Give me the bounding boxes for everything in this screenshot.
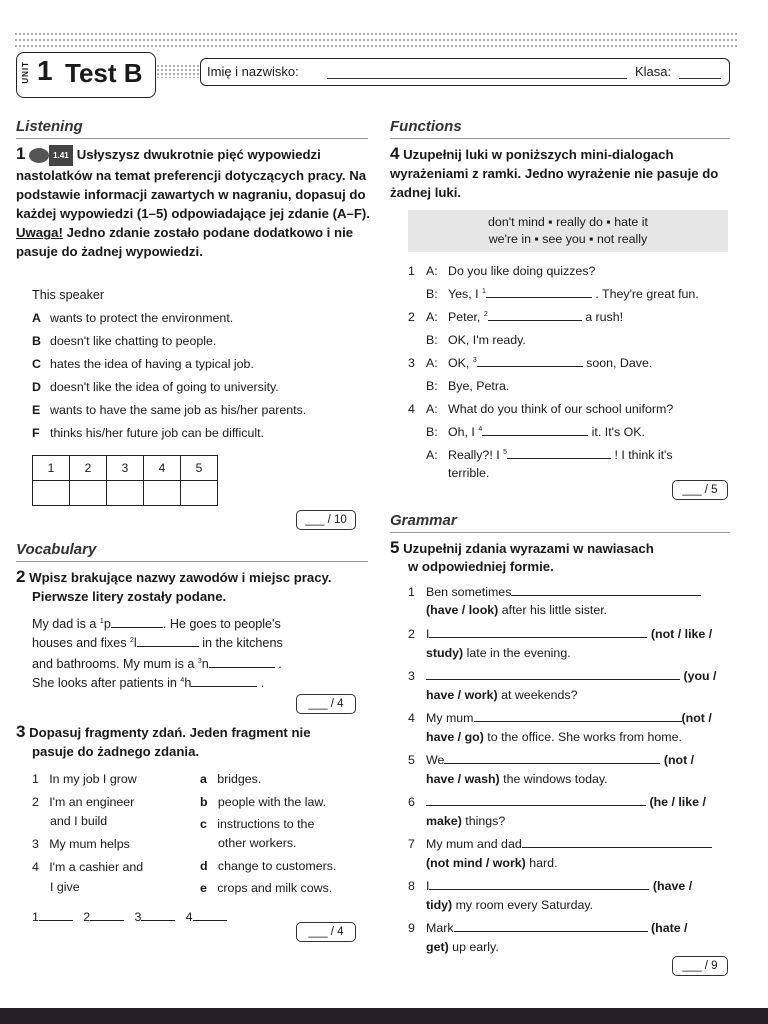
vocabulary-divider — [16, 561, 368, 562]
option-a: A wants to protect the environment. — [32, 311, 234, 325]
blank-4[interactable] — [191, 686, 257, 687]
answer-4[interactable] — [193, 920, 227, 921]
answer-header: 4 — [144, 456, 181, 481]
dialogue-1-b: B: Yes, I $^1$ . They're great fun. — [426, 287, 699, 301]
match-right-e: e crops and milk cows. — [200, 881, 333, 895]
grammar-item-6-cont: make) things? — [426, 814, 506, 828]
grammar-item-2: 2 I (not / like / — [408, 627, 713, 641]
blank-1[interactable] — [111, 627, 163, 628]
match-right-a: a bridges. — [200, 772, 262, 786]
gap-3[interactable] — [477, 366, 583, 367]
task-4-instruction: 4 Uzupełnij luki w poniższych mini-dialogach wyrażeniami z ramki. Jedno wyrażenie nie pasuje do żadnej luki. — [390, 144, 719, 200]
answer-2[interactable] — [90, 920, 124, 921]
answer-table — [32, 455, 218, 506]
student-name-box — [200, 58, 730, 86]
dialogue-3-a: 3 A: OK, $^3$ soon, Dave. — [408, 356, 653, 370]
grammar-gap-9[interactable] — [454, 931, 648, 932]
functions-divider — [390, 138, 730, 139]
bottom-edge — [0, 1008, 768, 1024]
listening-divider — [16, 138, 368, 139]
match-right-d: d change to customers. — [200, 859, 337, 873]
test-title-box — [16, 52, 156, 98]
grammar-item-1: 1 Ben sometimes — [408, 585, 728, 599]
grammar-gap-6[interactable] — [426, 805, 646, 806]
answer-3[interactable] — [141, 920, 175, 921]
vocabulary-heading: Vocabulary — [16, 541, 97, 558]
dialogue-4-c-tail: terrible. — [448, 466, 490, 480]
grammar-gap-1[interactable] — [511, 595, 701, 596]
grammar-gap-3[interactable] — [426, 679, 680, 680]
grammar-item-7-cont: (not mind / work) hard. — [426, 856, 558, 870]
task-5-instruction-line2: w odpowiedniej formie. — [408, 559, 554, 574]
option-c: C hates the idea of having a typical job. — [32, 357, 254, 371]
header-dots-top-3 — [14, 44, 738, 47]
name-label: Imię i nazwisko: — [207, 64, 299, 79]
grammar-gap-7[interactable] — [522, 847, 712, 848]
match-left-3: 3 My mum helps — [32, 837, 130, 851]
gap-1[interactable] — [486, 297, 592, 298]
grammar-gap-4[interactable] — [474, 721, 682, 722]
blank-3[interactable] — [209, 667, 275, 668]
cd-icon — [29, 148, 49, 163]
answer-cell[interactable] — [70, 481, 107, 506]
unit-number: 1 — [37, 55, 53, 86]
answer-cell[interactable] — [181, 481, 218, 506]
dialogue-4-c: A: Really?! I $^5$ ! I think it's — [426, 448, 673, 462]
grammar-score-box[interactable]: ___ / 9 — [672, 956, 728, 976]
unit-label: UNIT — [21, 61, 30, 84]
match-left-1: 1 In my job I grow — [32, 772, 137, 786]
answer-header: 5 — [181, 456, 218, 481]
grammar-item-3-cont: have / work) at weekends? — [426, 688, 578, 702]
header-dots-top-2 — [14, 38, 738, 42]
task-1-text-tail: Jedno zdanie zostało podane dodatkowo i nie pasuje do żadnej wypowiedzi. — [16, 225, 354, 260]
track-number: 1.41 — [49, 145, 73, 166]
dialogue-4-a: 4 A: What do you think of our school uniform? — [408, 402, 674, 416]
match-left-2: 2 I'm an engineer — [32, 795, 135, 809]
grammar-item-2-cont: study) late in the evening. — [426, 646, 571, 660]
listening-score-box[interactable]: ___ / 10 — [296, 510, 356, 530]
grammar-item-4-cont: have / go) to the office. She works from home. — [426, 730, 682, 744]
option-d: D doesn't like the idea of going to university. — [32, 380, 279, 394]
answer-cell[interactable] — [33, 481, 70, 506]
task-3-number: 3 — [16, 722, 26, 741]
grammar-item-7: 7 My mum and dad — [408, 837, 728, 851]
grammar-item-8-cont: tidy) my room every Saturday. — [426, 898, 594, 912]
dialogue-2-b: B: OK, I'm ready. — [426, 333, 526, 347]
match-left-2-cont: and I build — [50, 814, 108, 828]
task-5-instruction: 5 Uzupełnij zdania wyrazami w nawiasach — [390, 538, 654, 557]
expression-box-line-2: we're in ▪ see you ▪ not really — [488, 232, 648, 246]
option-b: B doesn't like chatting to people. — [32, 334, 217, 348]
match-left-4: 4 I'm a cashier and — [32, 860, 144, 874]
listening-task-1 — [16, 144, 371, 261]
task-2-score-box[interactable]: ___ / 4 — [296, 694, 356, 714]
option-e: E wants to have the same job as his/her parents. — [32, 403, 307, 417]
class-field[interactable] — [679, 78, 721, 79]
expression-box — [408, 210, 728, 252]
answer-cell[interactable] — [107, 481, 144, 506]
grammar-item-5: 5 We (not / — [408, 753, 695, 767]
header-dots-top — [14, 32, 738, 36]
task-3-instruction-line2: pasuje do żadnego zdania. — [32, 744, 200, 759]
task-1-number: 1 — [16, 144, 26, 163]
answer-header: 3 — [107, 456, 144, 481]
task-3-answers: 1 2 3 4 — [32, 910, 227, 924]
blank-2[interactable] — [137, 646, 199, 647]
task-4-number: 4 — [390, 144, 400, 163]
task-3-instruction: 3 Dopasuj fragmenty zdań. Jeden fragment nie — [16, 722, 311, 741]
header-dots-mid — [156, 64, 200, 78]
class-label: Klasa: — [635, 64, 672, 79]
task-2-instruction: 2 Wpisz brakujące nazwy zawodów i miejsc pracy. — [16, 567, 332, 586]
grammar-item-1-cont: (have / look) after his little sister. — [426, 603, 608, 617]
test-title: Test B — [65, 58, 143, 88]
match-right-c: c instructions to the — [200, 817, 315, 831]
grammar-heading: Grammar — [390, 512, 457, 529]
gap-2[interactable] — [488, 320, 582, 321]
listening-heading: Listening — [16, 118, 83, 135]
match-right-c-cont: other workers. — [218, 836, 297, 850]
gap-4[interactable] — [482, 435, 588, 436]
task-3-score-box[interactable]: ___ / 4 — [296, 922, 356, 942]
grammar-item-6: 6 (he / like / — [408, 795, 706, 809]
match-right-b: b people with the law. — [200, 795, 327, 809]
task-5-number: 5 — [390, 538, 400, 557]
grammar-item-4: 4 My mum (not / — [408, 711, 712, 725]
gap-5[interactable] — [507, 458, 611, 459]
grammar-divider — [390, 532, 730, 533]
dialogue-1-a: 1 A: Do you like doing quizzes? — [408, 264, 596, 278]
expression-box-line-1: don't mind ▪ really do ▪ hate it — [488, 215, 648, 229]
task-2-instruction-line2: Pierwsze litery zostały podane. — [32, 589, 227, 604]
dialogue-3-b: B: Bye, Petra. — [426, 379, 510, 393]
match-left-4-cont: I give — [50, 880, 80, 894]
answer-1[interactable] — [39, 920, 73, 921]
task-1-instruction — [16, 144, 371, 261]
answer-header: 1 — [33, 456, 70, 481]
grammar-item-5-cont: have / wash) the windows today. — [426, 772, 608, 786]
name-field[interactable] — [327, 78, 627, 79]
functions-heading: Functions — [390, 118, 462, 135]
grammar-item-9-cont: get) up early. — [426, 940, 499, 954]
warning-label: Uwaga! — [16, 225, 63, 241]
task-2-line-3: and bathrooms. My mum is a $^3$n . — [32, 657, 282, 672]
functions-score-box[interactable]: ___ / 5 — [672, 480, 728, 500]
answer-header: 2 — [70, 456, 107, 481]
grammar-item-3: 3 (you / — [408, 669, 717, 683]
task-2-number: 2 — [16, 567, 26, 586]
grammar-gap-2[interactable] — [429, 637, 647, 638]
task-2-line-4: She looks after patients in $^4$h . — [32, 676, 265, 691]
task-2-line-1: My dad is a $^1$p . He goes to people's — [32, 617, 281, 632]
option-f: F thinks his/her future job can be difficult. — [32, 426, 264, 440]
dialogue-2-a: 2 A: Peter, $^2$ a rush! — [408, 310, 624, 324]
answer-cell[interactable] — [144, 481, 181, 506]
task-1-text: Usłyszysz dwukrotnie pięć wypowiedzi nastolatków na temat preferencji dotyczących pracy. Na podstawie informacji zawartych w nagraniu, dopasuj do każdej wypowiedzi (1–5) odpowiadające jej zdanie (A–F). — [16, 147, 370, 222]
speaker-lead: This speaker — [32, 288, 105, 302]
grammar-item-8: 8 I (have / — [408, 879, 693, 893]
grammar-gap-5[interactable] — [444, 763, 660, 764]
task-2-line-2: houses and fixes $^2$l in the kitchens — [32, 636, 283, 651]
grammar-item-9: 9 Mark (hate / — [408, 921, 688, 935]
dialogue-4-b: B: Oh, I $^4$ it. It's OK. — [426, 425, 645, 439]
grammar-gap-8[interactable] — [429, 889, 649, 890]
